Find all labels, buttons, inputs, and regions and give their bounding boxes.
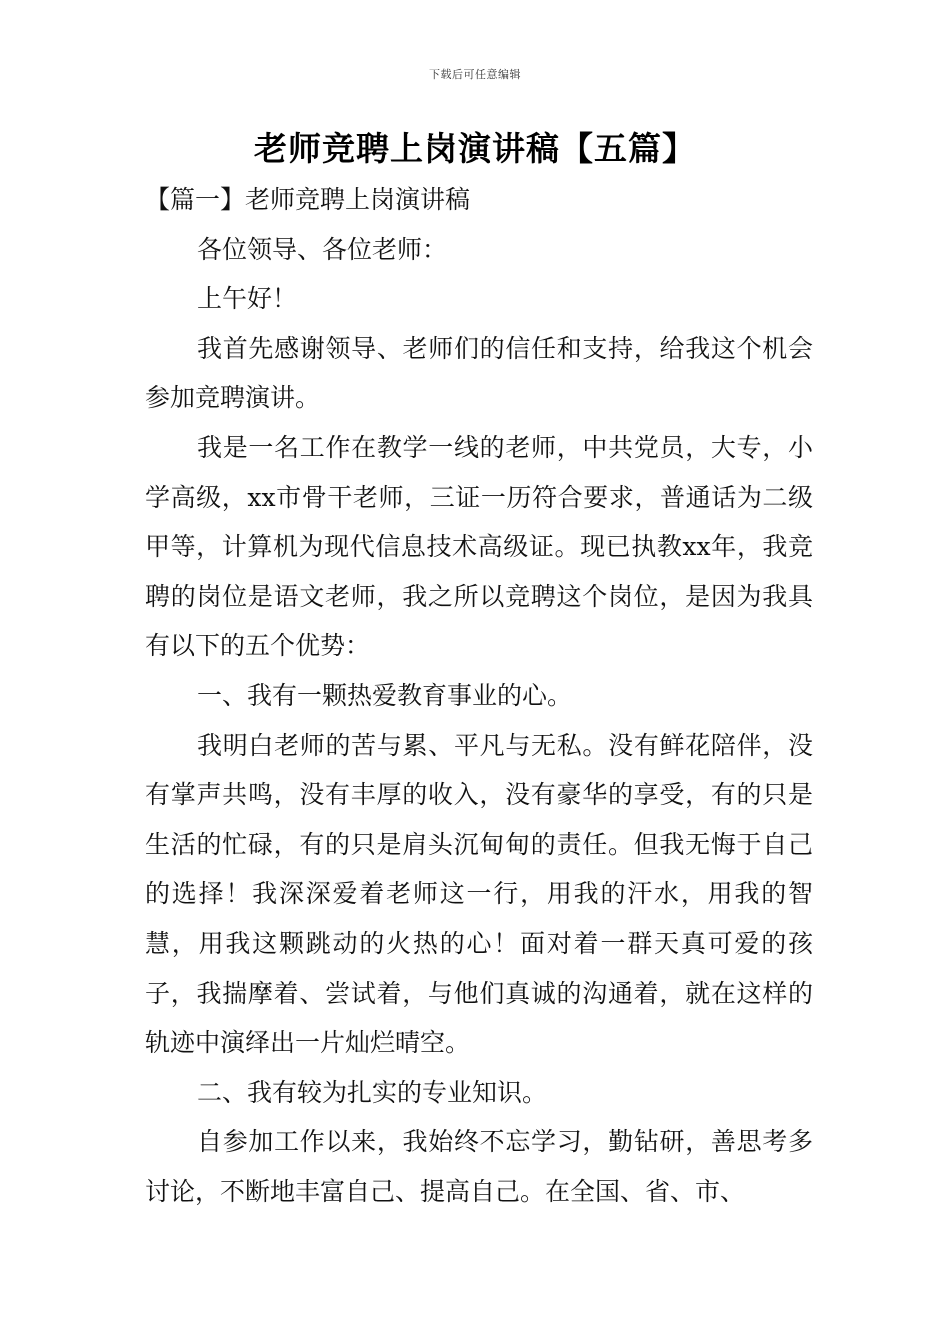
header-note: 下载后可任意编辑 xyxy=(429,68,521,81)
document-title: 老师竞聘上岗演讲稿【五篇】 xyxy=(254,129,696,168)
paragraph-passion: 我明白老师的苦与累、平凡与无私。没有鲜花陪伴，没有掌声共鸣，没有丰厚的收入，没有豪华的享受，有的只是生活的忙碌，有的只是肩头沉甸甸的责任。但我无悔于自己的选择！我深深爱着老师这一行，用我的汗水，用我的智慧，用我这颗跳动的火热的心！面对着一群天真可爱的孩子，我揣摩着、尝试着，与他们真诚的沟通着，就在这样的轨迹中演绎出一片灿烂晴空。 xyxy=(145,730,813,1058)
document-body xyxy=(145,175,813,1216)
paragraph-introduction: 我是一名工作在教学一线的老师，中共党员，大专，小学高级，xx市骨干老师，三证一历符合要求，普通话为二级甲等，计算机为现代信息技术高级证。现已执教xx年，我竞聘的岗位是语文老师，我之所以竞聘这个岗位，是因为我具有以下的五个优势： xyxy=(145,432,813,661)
paragraph-greeting: 各位领导、各位老师： xyxy=(197,234,448,264)
section-heading: 【篇一】老师竞聘上岗演讲稿 xyxy=(145,185,471,214)
paragraph-study: 自参加工作以来，我始终不忘学习，勤钻研，善思考多讨论，不断地丰富自己、提高自己。在全国、省、市、 xyxy=(145,1127,813,1206)
paragraph-salutation: 上午好！ xyxy=(197,284,298,314)
paragraph-point-one: 一、我有一颗热爱教育事业的心。 xyxy=(197,680,573,710)
paragraph-point-two: 二、我有较为扎实的专业知识。 xyxy=(197,1077,548,1107)
paragraph-thanks: 我首先感谢领导、老师们的信任和支持，给我这个机会参加竞聘演讲。 xyxy=(145,333,813,413)
